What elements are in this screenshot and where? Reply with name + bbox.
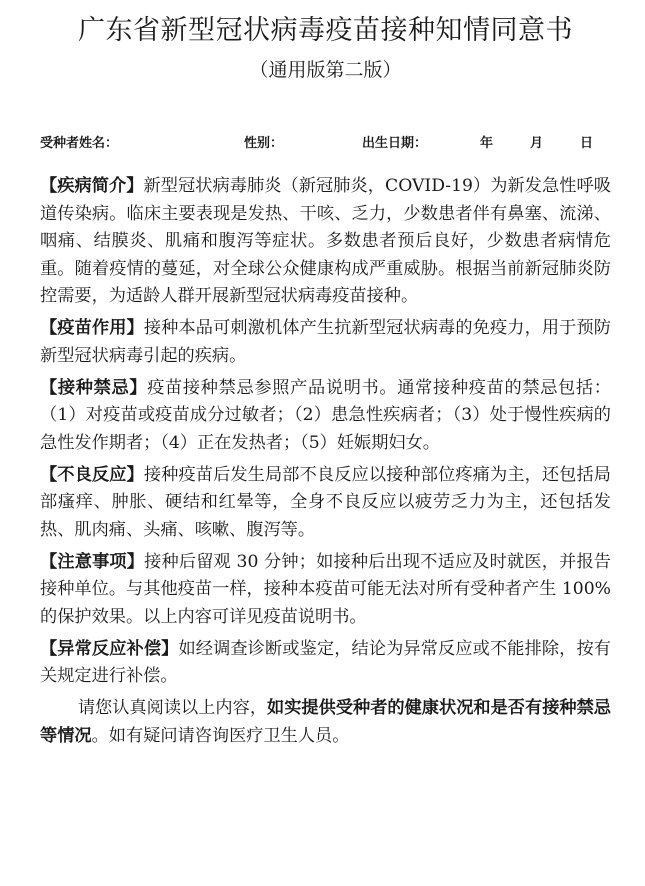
closing-lead: 请您认真阅读以上内容， — [77, 698, 268, 718]
section-text: 如经调查诊断或鉴定，结论为异常反应或不能排除，按有关规定进行补偿。 — [40, 638, 611, 686]
section-vaccine-effect — [40, 315, 611, 370]
birth-month-label: 月 — [530, 136, 544, 151]
birth-date-label: 出生日期： — [362, 136, 428, 151]
closing-tail: 。如有疑问请咨询医疗卫生人员。 — [91, 725, 350, 746]
section-precautions — [40, 549, 611, 632]
section-contraindications — [40, 375, 611, 458]
section-heading: 【疫苗作用】 — [40, 318, 144, 338]
closing-emphasis: 如实提供受种者的健康状况和是否有接种禁忌等情况 — [40, 698, 611, 746]
recipient-name-label: 受种者姓名： — [40, 136, 119, 151]
section-text: 接种疫苗后发生局部不良反应以接种部位疼痛为主，还包括局部瘙痒、肿胀、硬结和红晕等，全身不良反应以疲劳乏力为主，还包括发热、肌肉痛、头痛、咳嗽、腹泻等。 — [40, 464, 611, 540]
section-text: 接种本品可刺激机体产生抗新型冠状病毒的免疫力，用于预防新型冠状病毒引起的疾病。 — [40, 318, 611, 366]
section-text: 新型冠状病毒肺炎（新冠肺炎，COVID-19）为新发急性呼吸道传染病。临床主要表现是发热、干咳、乏力，少数患者伴有鼻塞、流涕、咽痛、结膜炎、肌痛和腹泻等症状。多数患者预后良好，少数患者病情危重。随着疫情的蔓延，对全球公众健康构成严重威胁。根据当前新冠肺炎防控需要，为适龄人群开展新型冠状病毒疫苗接种。 — [40, 176, 611, 306]
birth-year-label: 年 — [480, 136, 494, 151]
section-adverse-reactions — [40, 462, 611, 545]
recipient-info-row — [40, 132, 611, 151]
section-compensation — [40, 636, 611, 691]
section-heading: 【接种禁忌】 — [40, 377, 148, 398]
section-heading: 【不良反应】 — [40, 464, 144, 485]
birth-day-label: 日 — [580, 136, 594, 151]
gender-label: 性别： — [244, 136, 284, 151]
section-disease-intro — [40, 173, 611, 311]
section-heading: 【异常反应补偿】 — [40, 638, 179, 659]
section-heading: 【疾病简介】 — [40, 176, 144, 196]
closing-statement — [40, 695, 611, 750]
section-heading: 【注意事项】 — [40, 551, 145, 572]
section-text: 疫苗接种禁忌参照产品说明书。通常接种疫苗的禁忌包括：（1）对疫苗或疫苗成分过敏者；（2）患急性疾病者；（3）处于慢性疾病的急性发作期者；（4）正在发热者；（5）妊娠期妇女。 — [40, 377, 611, 453]
document-title: 广东省新型冠状病毒疫苗接种知情同意书 — [78, 15, 573, 46]
section-text: 接种后留观 30 分钟；如接种后出现不适应及时就医，并报告接种单位。与其他疫苗一样，接种本疫苗可能无法对所有受种者产生 100%的保护效果。以上内容可详见疫苗说明书。 — [40, 551, 611, 627]
document-subtitle: （通用版第二版） — [249, 59, 402, 81]
document-body — [40, 173, 611, 750]
